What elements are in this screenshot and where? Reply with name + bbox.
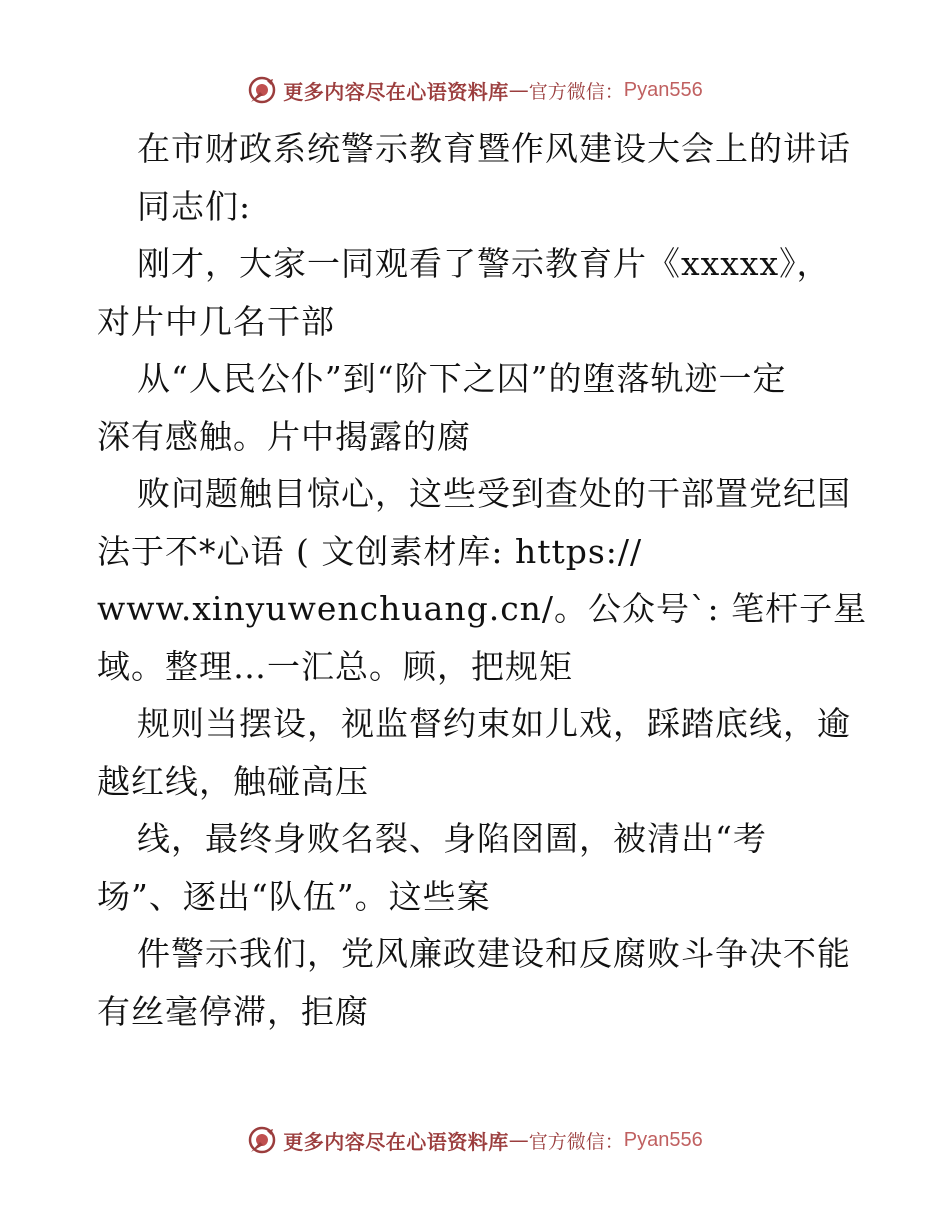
banner-wechat-label: 官方微信：	[528, 1130, 624, 1153]
banner-wechat-label: 官方微信：	[528, 80, 624, 103]
text-line: www.xinyuwenchuang.cn/。公众号`: 笔杆子星	[97, 589, 868, 628]
text-line: 越红线，触碰高压	[97, 761, 369, 801]
text-line: 败问题触目惊心，这些受到查处的干部置党纪国	[137, 474, 851, 513]
text-line: 件警示我们，党风廉政建设和反腐败斗争决不能	[137, 934, 851, 973]
banner-wechat-id: Pyan556	[623, 1128, 703, 1151]
banner-separator: —	[508, 1128, 529, 1152]
text-line: 深有感触。片中揭露的腐	[97, 416, 471, 456]
text-line: 从“人民公仆”到“阶下之囚”的堕落轨迹一定	[137, 359, 787, 398]
banner-main-text: 更多内容尽在心语资料库	[283, 1129, 509, 1154]
document-title: 在市财政系统警示教育暨作风建设大会上的讲话	[137, 129, 851, 168]
text-line: 有丝毫停滞，拒腐	[97, 991, 369, 1031]
text-line: 域。整理…一汇总。顾，把规矩	[97, 646, 573, 686]
banner-wechat-id: Pyan556	[623, 78, 703, 101]
salutation: 同志们:	[137, 186, 252, 226]
pen-logo-icon	[247, 1125, 277, 1155]
text-line: 对片中几名干部	[97, 301, 335, 341]
text-line: 刚才，大家一同观看了警示教育片《xxxxx》，	[137, 244, 831, 283]
banner-main-text: 更多内容尽在心语资料库	[283, 79, 509, 104]
text-line: 场”、逐出“队伍”。这些案	[97, 876, 491, 916]
footer-watermark-banner	[0, 1120, 950, 1160]
pen-logo-icon	[247, 75, 277, 105]
banner-separator: —	[508, 78, 529, 102]
text-line: 法于不*心语 ( 文创素材库: https://	[97, 531, 643, 571]
text-line: 规则当摆设，视监督约束如儿戏，踩踏底线，逾	[137, 704, 851, 743]
header-watermark-banner	[0, 70, 950, 110]
document-body	[97, 120, 868, 1040]
text-line: 线，最终身败名裂、身陷囹圄，被清出“考	[137, 819, 767, 858]
